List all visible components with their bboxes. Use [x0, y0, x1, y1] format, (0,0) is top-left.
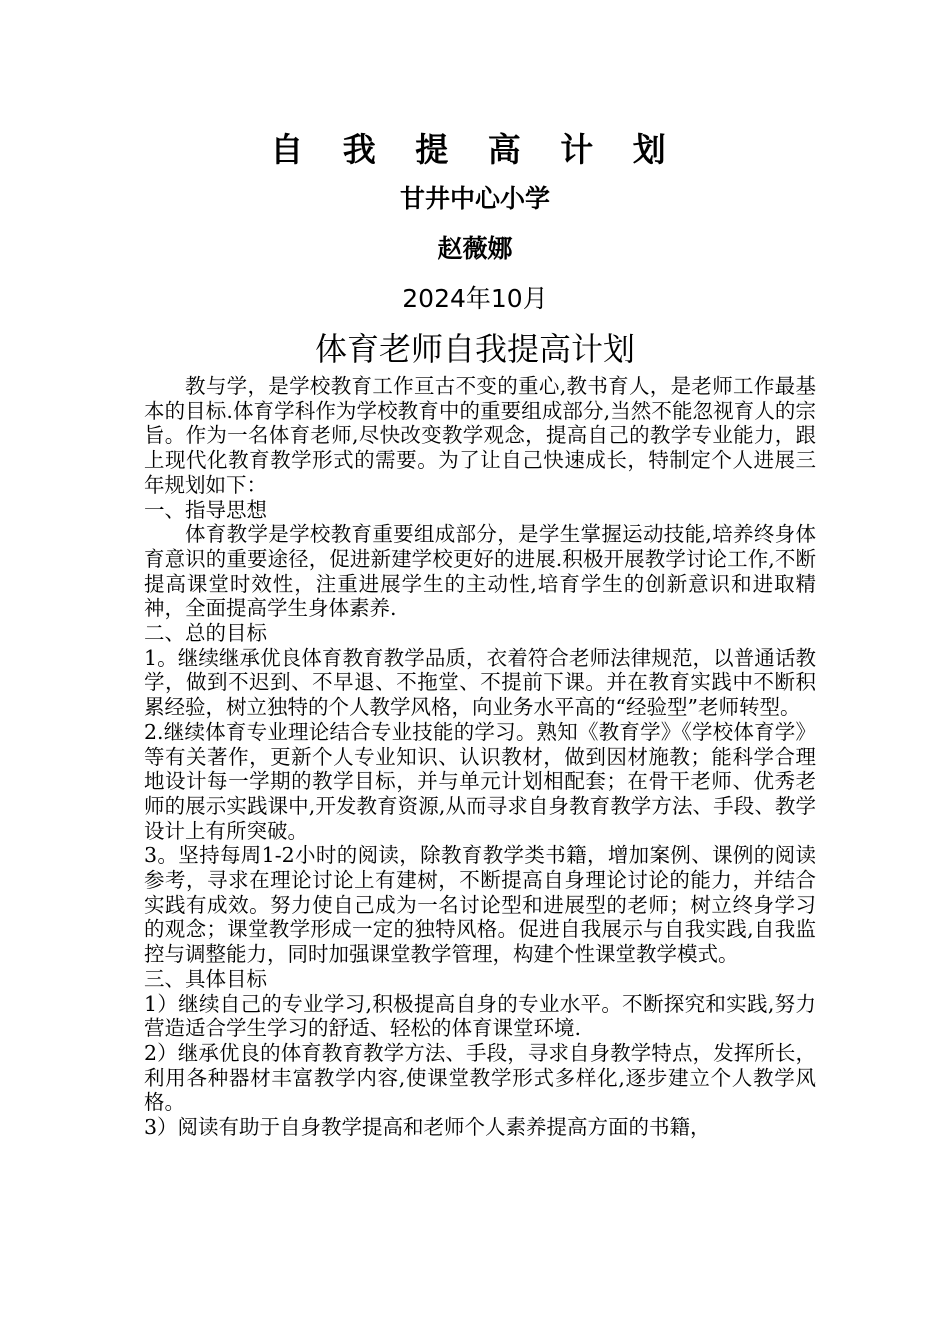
overall-goal-item: 3。坚持每周1-2小时的阅读，除教育教学类书籍，增加案例、课例的阅读参考，寻求在理论讨论上有建树，不断提高自身理论讨论的能力，并结合实践有成效。努力使自己成为一名讨论型和进展型的老师；树立终身学习的观念；课堂教学形成一定的独特风格。促进自我展示与自我实践,自我监控与调整能力，同时加强课堂教学管理，构建个性课堂教学模式。	[144, 843, 816, 967]
cover-school: 甘井中心小学	[399, 184, 550, 213]
section-heading-specific-goals: 三、具体目标	[144, 966, 267, 991]
specific-goal-item: 1）继续自己的专业学习,积极提高自身的专业水平。不断探究和实践,努力营造适合学生学习的舒适、轻松的体育课堂环境.	[144, 991, 816, 1041]
intro-paragraph: 教与学，是学校教育工作亘古不变的重心,教书育人，是老师工作最基本的目标.体育学科作为学校教育中的重要组成部分,当然不能忽视育人的宗旨。作为一名体育老师,尽快改变教学观念，提高自己的教学专业能力，跟上现代化教育教学形式的需要。为了让自己快速成长，特制定个人进展三年规划如下：	[144, 374, 816, 497]
cover-date: 2024年10月	[402, 284, 548, 313]
specific-goal-item: 2）继承优良的体育教育教学方法、手段，寻求自身教学特点，发挥所长，利用各种器材丰富教学内容,使课堂教学形式多样化,逐步建立个人教学风格。	[144, 1040, 816, 1115]
section-heading-guiding-thought: 一、指导思想	[144, 497, 267, 522]
guiding-thought-paragraph: 体育教学是学校教育重要组成部分，是学生掌握运动技能,培养终身体育意识的重要途径，促进新建学校更好的进展.积极开展教学讨论工作,不断提高课堂时效性，注重进展学生的主动性,培育学生的创新意识和进取精神，全面提高学生身体素养.	[144, 522, 816, 621]
document-title: 体育老师自我提高计划	[314, 330, 635, 368]
section-heading-overall-goals: 二、总的目标	[144, 621, 267, 646]
document-body	[144, 374, 816, 1140]
cover-title: 自 我 提 高 计 划	[270, 130, 680, 169]
specific-goal-item: 3）阅读有助于自身教学提高和老师个人素养提高方面的书籍，	[144, 1115, 711, 1140]
cover-author: 赵薇娜	[437, 234, 513, 263]
overall-goal-item: 2.继续体育专业理论结合专业技能的学习。熟知《教育学》《学校体育学》等有关著作，更新个人专业知识、认识教材，做到因材施教；能科学合理地设计每一学期的教学目标，并与单元计划相配套；在骨干老师、优秀老师的展示实践课中,开发教育资源,从而寻求自身教育教学方法、手段、教学设计上有所突破。	[144, 719, 816, 843]
overall-goal-item: 1。继续继承优良体育教育教学品质，衣着符合老师法律规范，以普通话教学，做到不迟到、不早退、不拖堂、不提前下课。并在教育实践中不断积累经验，树立独特的个人教学风格，向业务水平高的“经验型”老师转型。	[144, 645, 816, 720]
